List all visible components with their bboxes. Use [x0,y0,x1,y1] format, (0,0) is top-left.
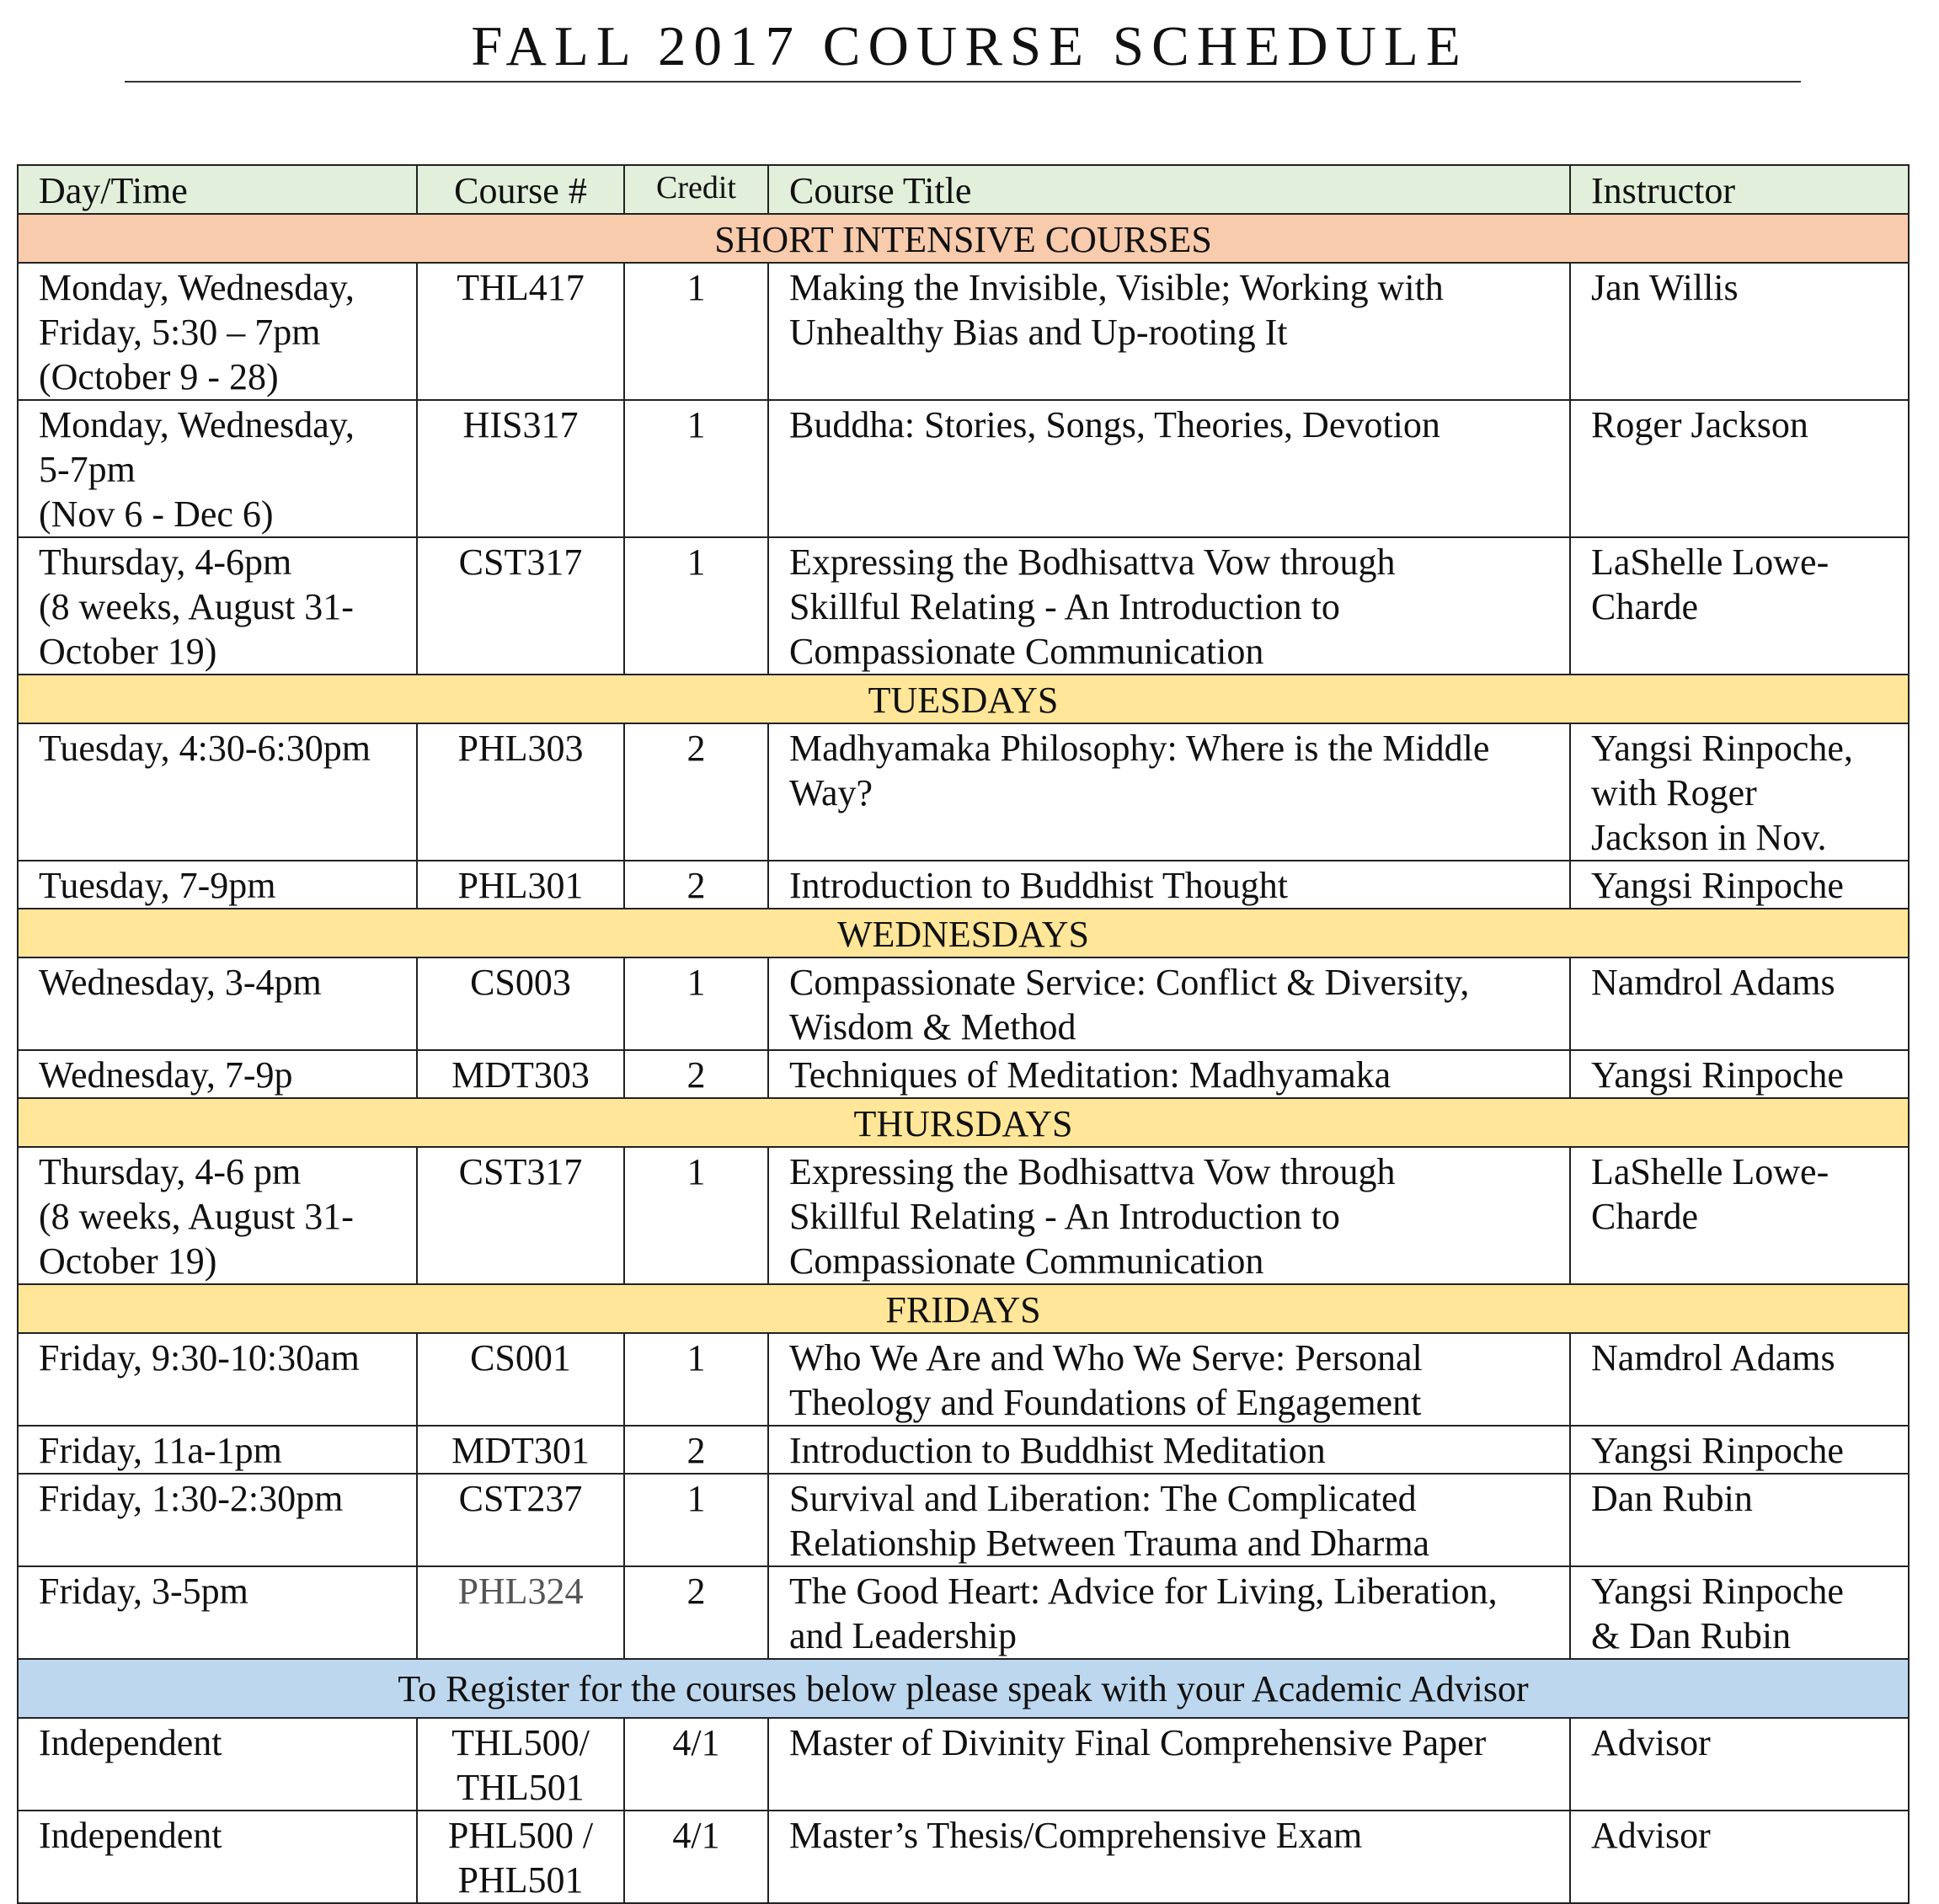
cell-course-title: Master’s Thesis/Comprehensive Exam [768,1811,1570,1903]
section-label: THURSDAYS [18,1098,1909,1147]
cell-course-number: CST317 [417,537,624,675]
title-underline [125,81,1801,83]
cell-credit: 1 [624,400,768,537]
cell-instructor: Roger Jackson [1570,400,1909,537]
section-label: TUESDAYS [18,675,1909,723]
cell-day-time: Wednesday, 3-4pm [18,957,417,1050]
cell-course-title: Making the Invisible, Visible; Working with Unhealthy Bias and Up-rooting It [768,263,1570,400]
cell-course-number: THL417 [417,263,624,400]
cell-day-time: Tuesday, 4:30-6:30pm [18,723,417,861]
column-header-course-number: Course # [417,165,624,214]
cell-instructor: Advisor [1570,1718,1909,1811]
table-row [18,1147,1909,1284]
table-body [18,214,1909,1903]
cell-instructor: LaShelle Lowe- Charde [1570,1147,1909,1284]
cell-day-time: Thursday, 4-6pm (8 weeks, August 31- October 19) [18,537,417,675]
cell-course-number: CST237 [417,1474,624,1566]
cell-credit: 1 [624,1474,768,1566]
table-row [18,400,1909,537]
cell-course-title: Introduction to Buddhist Thought [768,861,1570,909]
cell-day-time: Monday, Wednesday, Friday, 5:30 – 7pm (October 9 - 28) [18,263,417,400]
cell-instructor: Yangsi Rinpoche & Dan Rubin [1570,1566,1909,1659]
cell-course-title: Expressing the Bodhisattva Vow through Skillful Relating - An Introduction to Compassionate Communication [768,537,1570,675]
cell-day-time: Monday, Wednesday, 5-7pm (Nov 6 - Dec 6) [18,400,417,537]
table-row [18,1426,1909,1474]
cell-instructor: Yangsi Rinpoche [1570,861,1909,909]
cell-credit: 2 [624,1050,768,1098]
cell-course-title: Who We Are and Who We Serve: Personal Theology and Foundations of Engagement [768,1333,1570,1426]
cell-instructor: Namdrol Adams [1570,957,1909,1050]
table-header-row [18,165,1909,214]
table-row [18,1474,1909,1566]
cell-course-title: Buddha: Stories, Songs, Theories, Devotion [768,400,1570,537]
table-row [18,537,1909,675]
table-row [18,723,1909,861]
cell-course-title: Master of Divinity Final Comprehensive Paper [768,1718,1570,1811]
cell-course-number: PHL301 [417,861,624,909]
table-row [18,1566,1909,1659]
section-label: SHORT INTENSIVE COURSES [18,214,1909,263]
cell-credit: 2 [624,1426,768,1474]
section-header-row [18,1098,1909,1147]
table-row [18,1333,1909,1426]
cell-course-number: MDT303 [417,1050,624,1098]
cell-instructor: Dan Rubin [1570,1474,1909,1566]
cell-day-time: Friday, 3-5pm [18,1566,417,1659]
cell-credit: 1 [624,263,768,400]
cell-course-title: Expressing the Bodhisattva Vow through Skillful Relating - An Introduction to Compassionate Communication [768,1147,1570,1284]
cell-credit: 1 [624,957,768,1050]
section-label: FRIDAYS [18,1284,1909,1333]
cell-credit: 2 [624,1566,768,1659]
cell-course-title: Madhyamaka Philosophy: Where is the Middle Way? [768,723,1570,861]
cell-day-time: Independent [18,1811,417,1903]
cell-instructor: Yangsi Rinpoche [1570,1426,1909,1474]
cell-course-title: Techniques of Meditation: Madhyamaka [768,1050,1570,1098]
cell-instructor: Yangsi Rinpoche [1570,1050,1909,1098]
cell-course-number: PHL324 [417,1566,624,1659]
cell-day-time: Friday, 9:30-10:30am [18,1333,417,1426]
cell-course-number: CS001 [417,1333,624,1426]
cell-instructor: Advisor [1570,1811,1909,1903]
cell-day-time: Friday, 11a-1pm [18,1426,417,1474]
cell-instructor: Namdrol Adams [1570,1333,1909,1426]
table-row [18,263,1909,400]
cell-course-number: PHL303 [417,723,624,861]
section-header-row [18,214,1909,263]
section-header-row [18,675,1909,723]
table-row [18,957,1909,1050]
cell-day-time: Wednesday, 7-9p [18,1050,417,1098]
cell-credit: 1 [624,1147,768,1284]
cell-course-number: HIS317 [417,400,624,537]
section-label: To Register for the courses below please speak with your Academic Advisor [18,1659,1909,1718]
cell-course-title: Introduction to Buddhist Meditation [768,1426,1570,1474]
table-row [18,1811,1909,1903]
cell-credit: 1 [624,537,768,675]
cell-course-title: Compassionate Service: Conflict & Diversity, Wisdom & Method [768,957,1570,1050]
cell-course-number: PHL500 / PHL501 [417,1811,624,1903]
cell-day-time: Independent [18,1718,417,1811]
cell-day-time: Friday, 1:30-2:30pm [18,1474,417,1566]
cell-course-title: Survival and Liberation: The Complicated Relationship Between Trauma and Dharma [768,1474,1570,1566]
cell-course-number: CS003 [417,957,624,1050]
cell-course-number: CST317 [417,1147,624,1284]
table-row [18,1718,1909,1811]
section-label: WEDNESDAYS [18,909,1909,957]
column-header-course-title: Course Title [768,165,1570,214]
page-title: FALL 2017 COURSE SCHEDULE [471,15,1468,77]
cell-day-time: Thursday, 4-6 pm (8 weeks, August 31- October 19) [18,1147,417,1284]
column-header-day-time: Day/Time [18,165,417,214]
cell-instructor: Yangsi Rinpoche, with Roger Jackson in Nov. [1570,723,1909,861]
section-header-row [18,909,1909,957]
cell-day-time: Tuesday, 7-9pm [18,861,417,909]
section-header-row [18,1659,1909,1718]
cell-course-number: MDT301 [417,1426,624,1474]
section-header-row [18,1284,1909,1333]
table-row [18,1050,1909,1098]
cell-instructor: LaShelle Lowe- Charde [1570,537,1909,675]
cell-credit: 1 [624,1333,768,1426]
column-header-credit: Credit [624,165,768,214]
cell-course-number: THL500/ THL501 [417,1718,624,1811]
cell-instructor: Jan Willis [1570,263,1909,400]
cell-credit: 4/1 [624,1718,768,1811]
cell-credit: 2 [624,861,768,909]
column-header-instructor: Instructor [1570,165,1909,214]
cell-credit: 2 [624,723,768,861]
course-schedule-table [17,164,1910,1904]
table-row [18,861,1909,909]
cell-course-title: The Good Heart: Advice for Living, Liberation, and Leadership [768,1566,1570,1659]
cell-credit: 4/1 [624,1811,768,1903]
